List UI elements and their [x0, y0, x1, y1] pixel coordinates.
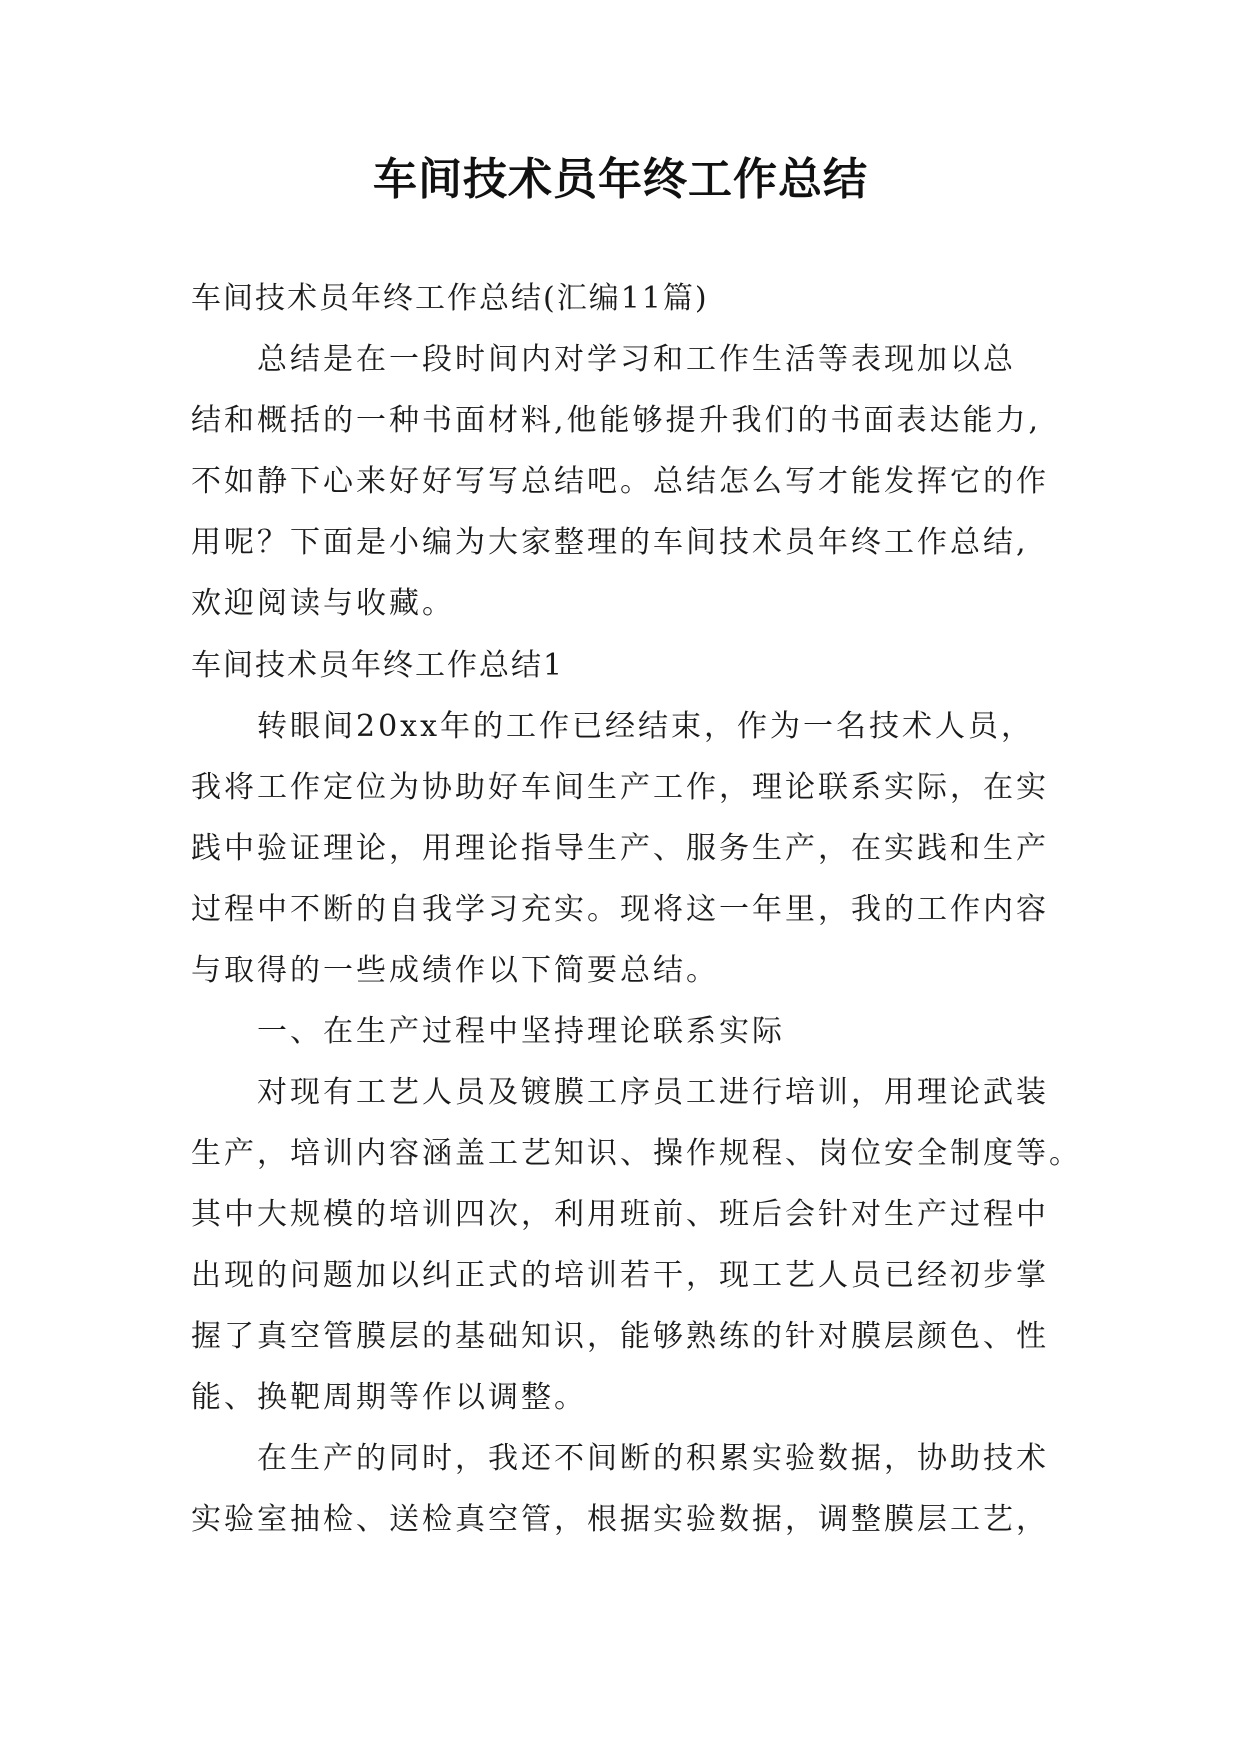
section-line: 能、换靶周期等作以调整。 [191, 1380, 587, 1415]
section-line: 在生产的同时，我还不间断的积累实验数据，协助技术 [257, 1441, 1049, 1476]
section-line: 出现的问题加以纠正式的培训若干，现工艺人员已经初步掌 [191, 1258, 1049, 1293]
section-line: 转眼间20xx年的工作已经结束，作为一名技术人员， [257, 709, 1035, 744]
intro-line: 结和概括的一种书面材料,他能够提升我们的书面表达能力, [191, 403, 1042, 438]
section-line: 其中大规模的培训四次，利用班前、班后会针对生产过程中 [191, 1197, 1049, 1232]
document-subtitle: 车间技术员年终工作总结(汇编11篇) [191, 281, 709, 316]
page-title: 车间技术员年终工作总结 [373, 154, 868, 205]
intro-line: 不如静下心来好好写写总结吧。总结怎么写才能发挥它的作 [191, 464, 1049, 499]
section-line: 我将工作定位为协助好车间生产工作，理论联系实际，在实 [191, 770, 1049, 805]
section-line: 实验室抽检、送检真空管，根据实验数据，调整膜层工艺， [191, 1502, 1049, 1537]
intro-line: 欢迎阅读与收藏。 [191, 586, 455, 621]
intro-block [191, 268, 1051, 634]
section-line: 对现有工艺人员及镀膜工序员工进行培训，用理论武装 [257, 1075, 1049, 1110]
section-line: 过程中不断的自我学习充实。现将这一年里，我的工作内容 [191, 892, 1049, 927]
subsection-heading: 一、在生产过程中坚持理论联系实际 [257, 1014, 785, 1049]
section-line: 践中验证理论，用理论指导生产、服务生产，在实践和生产 [191, 831, 1049, 866]
intro-line: 用呢？下面是小编为大家整理的车间技术员年终工作总结, [191, 525, 1029, 560]
section-block [191, 635, 1082, 1550]
section-line: 生产，培训内容涵盖工艺知识、操作规程、岗位安全制度等。 [191, 1136, 1082, 1171]
section-heading: 车间技术员年终工作总结1 [191, 648, 565, 683]
intro-line: 总结是在一段时间内对学习和工作生活等表现加以总 [257, 342, 1016, 377]
section-line: 与取得的一些成绩作以下简要总结。 [191, 953, 719, 988]
section-line: 握了真空管膜层的基础知识，能够熟练的针对膜层颜色、性 [191, 1319, 1049, 1354]
